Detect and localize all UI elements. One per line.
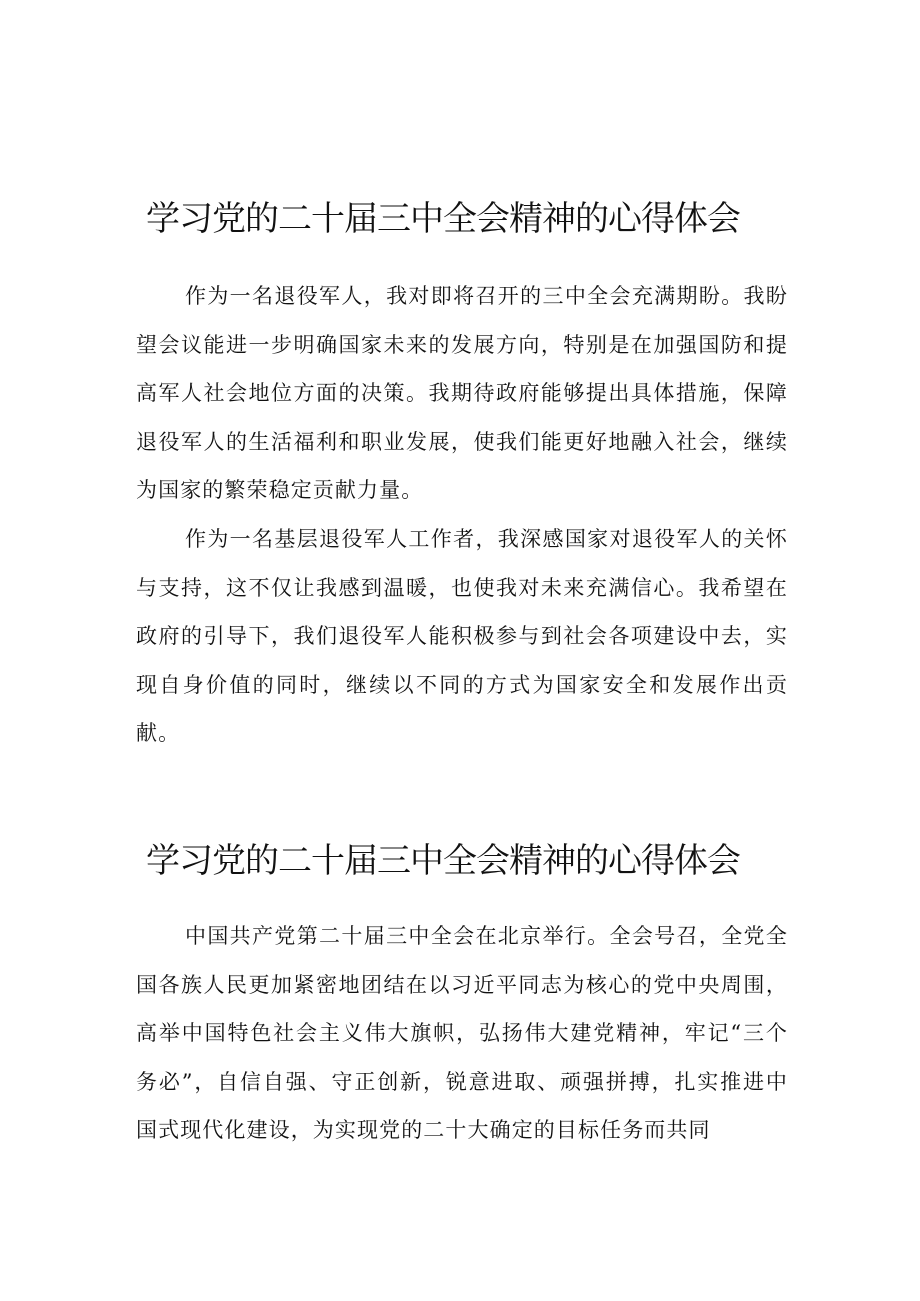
article-2-paragraph-1: 中国共产党第二十届三中全会在北京举行。全会号召，全党全国各族人民更加紧密地团结在以习近平同志为核心的党中央周围，高举中国特色社会主义伟大旗帜，弘扬伟大建党精神，牢记“三个务必”，自信自强、守正创新，锐意进取、顽强拼搏，扎实推进中国式现代化建设，为实现党的二十大确定的目标任务而共同 xyxy=(136,924,788,1143)
article-1-title: 学习党的二十届三中全会精神的心得体会 xyxy=(146,198,740,239)
article-1-body xyxy=(136,272,788,758)
article-2-title: 学习党的二十届三中全会精神的心得体会 xyxy=(146,840,740,881)
article-1-paragraph-2: 作为一名基层退役军人工作者，我深感国家对退役军人的关怀与支持，这不仅让我感到温暖，也使我对未来充满信心。我希望在政府的引导下，我们退役军人能积极参与到社会各项建设中去，实现自身价值的同时，继续以不同的方式为国家安全和发展作出贡献。 xyxy=(136,526,788,746)
article-1-paragraph-1: 作为一名退役军人，我对即将召开的三中全会充满期盼。我盼望会议能进一步明确国家未来的发展方向，特别是在加强国防和提高军人社会地位方面的决策。我期待政府能够提出具体措施，保障退役军人的生活福利和职业发展，使我们能更好地融入社会，继续为国家的繁荣稳定贡献力量。 xyxy=(136,284,788,503)
article-2-body xyxy=(136,912,788,1155)
